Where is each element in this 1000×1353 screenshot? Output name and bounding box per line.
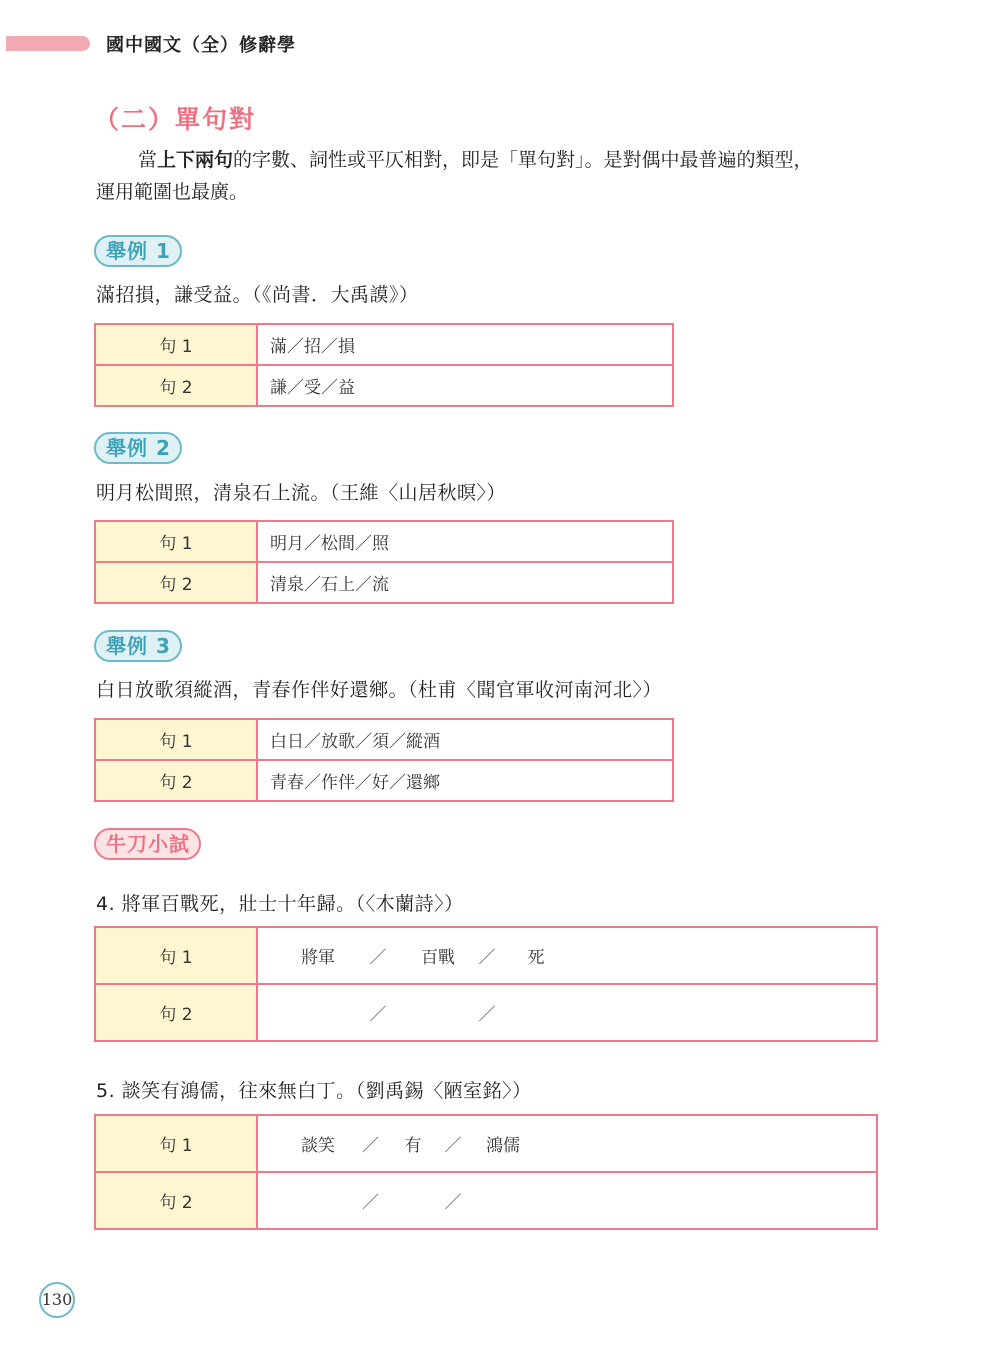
- example-table-1: [94, 323, 674, 407]
- practice-sentence-4: 4. 將軍百戰死，壯士十年歸。（〈木蘭詩〉）: [96, 893, 464, 915]
- row-value: 滿／招／損: [257, 324, 673, 365]
- intro-line2: 運用範圍也最廣。: [96, 181, 249, 203]
- table-row: [95, 927, 877, 984]
- segment: 將軍: [301, 948, 335, 968]
- row-label: 句 2: [95, 760, 257, 801]
- row-label: 句 1: [95, 521, 257, 562]
- slash-divider: ／: [369, 948, 387, 968]
- example-badge-1: 舉例 1: [94, 235, 182, 267]
- row-value: 謙／受／益: [257, 365, 673, 406]
- page-number: 130: [39, 1282, 75, 1318]
- practice-table-4: [94, 926, 878, 1042]
- row-label: 句 1: [95, 324, 257, 365]
- slash-divider: ／: [478, 948, 496, 968]
- example-badge-3: 舉例 3: [94, 630, 182, 662]
- example-sentence-1: 滿招損，謙受益。（《尚書．大禹謨》）: [96, 284, 419, 306]
- slash-divider: ／: [369, 1005, 387, 1025]
- slash-divider: ／: [478, 1005, 496, 1025]
- segment: 死: [527, 948, 545, 968]
- intro-paragraph: [96, 144, 896, 208]
- row-label: 句 2: [95, 562, 257, 603]
- table-row: [95, 365, 673, 406]
- table-row: [95, 1172, 877, 1229]
- table-row: [95, 984, 877, 1041]
- example-badge-2: 舉例 2: [94, 432, 182, 464]
- answer-row[interactable]: [258, 1000, 876, 1025]
- row-value: 清泉／石上／流: [257, 562, 673, 603]
- table-row: [95, 760, 673, 801]
- intro-pre: 當: [138, 149, 158, 171]
- table-row: [95, 324, 673, 365]
- answer-row[interactable]: [258, 1188, 876, 1213]
- segment: 談笑: [301, 1136, 335, 1156]
- example-sentence-3: 白日放歌須縱酒，青春作伴好還鄉。（杜甫〈聞官軍收河南河北〉）: [96, 679, 663, 701]
- section-title: （二）單句對: [94, 105, 257, 134]
- table-row: [95, 562, 673, 603]
- practice-sentence-5: 5. 談笑有鴻儒，往來無白丁。（劉禹錫〈陋室銘〉）: [96, 1080, 532, 1102]
- header-accent-bar: [6, 36, 90, 51]
- intro-post: 的字數、詞性或平仄相對，即是「單句對」。是對偶中最普遍的類型，: [233, 149, 813, 171]
- practice-table-5: [94, 1114, 878, 1230]
- intro-bold: 上下兩句: [157, 149, 234, 171]
- row-label: 句 2: [95, 1172, 257, 1229]
- row-label: 句 1: [95, 927, 257, 984]
- row-label: 句 1: [95, 1115, 257, 1172]
- segment: 鴻儒: [486, 1136, 520, 1156]
- row-label: 句 1: [95, 719, 257, 760]
- segment: 有: [404, 1136, 422, 1156]
- row-label: 句 2: [95, 984, 257, 1041]
- segment-row: [258, 943, 876, 968]
- book-title: 國中國文（全）修辭學: [106, 35, 296, 56]
- example-table-2: [94, 520, 674, 604]
- slash-divider: ／: [362, 1136, 379, 1156]
- row-value: 白日／放歌／須／縱酒: [257, 719, 673, 760]
- practice-badge: 牛刀小試: [94, 828, 201, 860]
- table-row: [95, 1115, 877, 1172]
- table-row: [95, 521, 673, 562]
- table-row: [95, 719, 673, 760]
- example-table-3: [94, 718, 674, 802]
- example-sentence-2: 明月松間照，清泉石上流。（王維〈山居秋暝〉）: [96, 482, 507, 504]
- slash-divider: ／: [362, 1193, 379, 1213]
- segment: 百戰: [421, 948, 455, 968]
- row-label: 句 2: [95, 365, 257, 406]
- slash-divider: ／: [444, 1193, 462, 1213]
- segment-row: [258, 1131, 876, 1156]
- row-value: 明月／松間／照: [257, 521, 673, 562]
- slash-divider: ／: [444, 1136, 462, 1156]
- row-value: 青春／作伴／好／還鄉: [257, 760, 673, 801]
